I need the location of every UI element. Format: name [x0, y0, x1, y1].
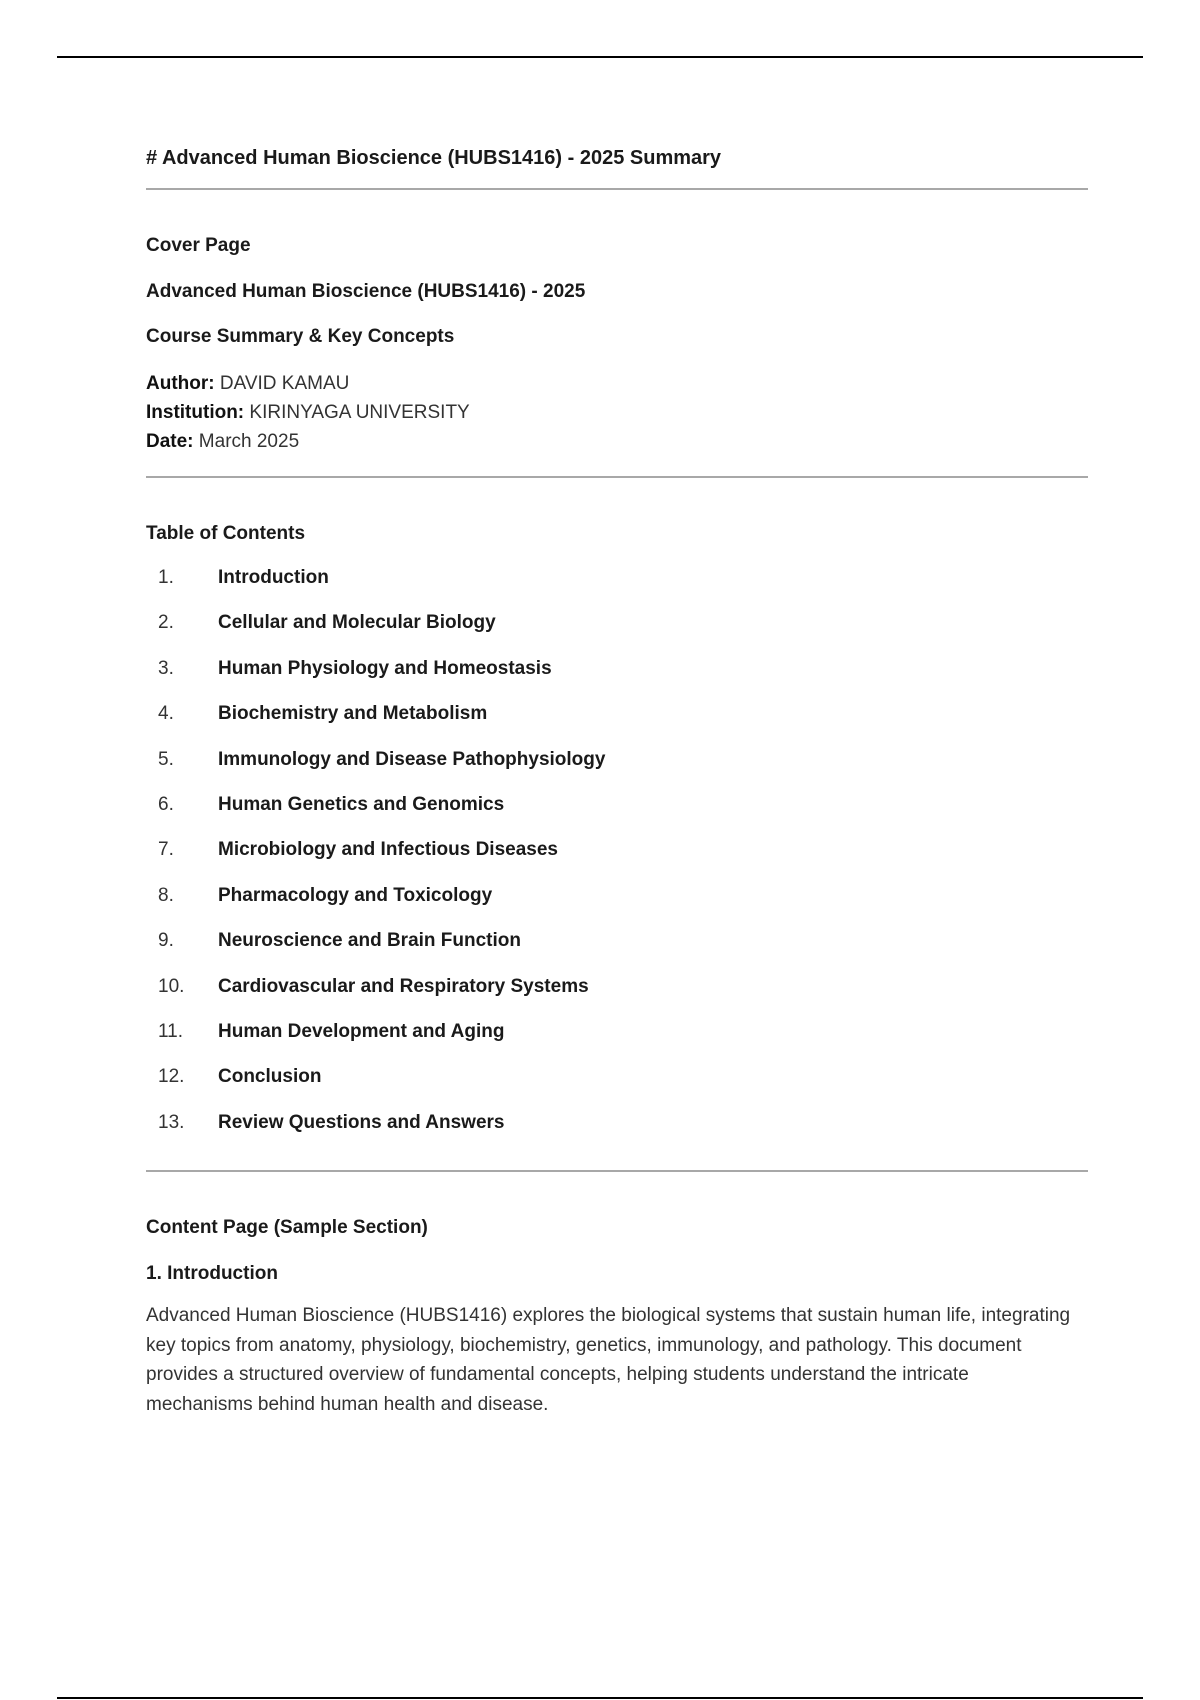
content-section	[146, 1213, 1088, 1419]
toc-item	[146, 608, 1088, 653]
page-top-rule	[57, 56, 1143, 58]
toc-item-title: Introduction	[218, 567, 329, 588]
content-page-label: Content Page (Sample Section)	[146, 1217, 428, 1239]
toc-list	[146, 563, 1088, 1153]
toc-item	[146, 835, 1088, 880]
toc-heading: Table of Contents	[146, 523, 306, 544]
toc-item-title: Biochemistry and Metabolism	[218, 703, 488, 725]
toc-item-number: 10.	[158, 975, 185, 997]
institution-row	[146, 398, 1088, 427]
toc-item	[146, 654, 1088, 699]
toc-item-title: Immunology and Disease Pathophysiology	[218, 748, 606, 770]
toc-item-title: Microbiology and Infectious Diseases	[218, 839, 558, 861]
document-title: # Advanced Human Bioscience (HUBS1416) - 2025 Summary	[146, 147, 722, 169]
toc-item	[146, 563, 1088, 608]
toc-item-number: 4.	[158, 703, 174, 725]
toc-item-number: 1.	[158, 567, 174, 588]
toc-item	[146, 745, 1088, 790]
toc-item-title: Pharmacology and Toxicology	[218, 884, 493, 906]
toc-item-number: 2.	[158, 612, 174, 634]
section-divider	[146, 476, 1088, 478]
date-label: Date:	[146, 431, 194, 452]
institution-label: Institution:	[146, 402, 245, 423]
section-body: Advanced Human Bioscience (HUBS1416) explores the biological systems that sustain human life, integrating key topics from anatomy, physiology, biochemistry, genetics, immunology, and pathology. This document provides a structured overview of fundamental concepts, helping students understand the intricate mechanisms behind human health and disease.	[146, 1305, 1071, 1415]
toc-item-number: 13.	[158, 1111, 185, 1133]
cover-section	[146, 231, 1088, 456]
toc-item-title: Human Physiology and Homeostasis	[218, 657, 552, 679]
toc-item-number: 11.	[158, 1020, 184, 1042]
toc-item	[146, 926, 1088, 971]
toc-item-title: Conclusion	[218, 1066, 322, 1088]
toc-item-number: 3.	[158, 657, 174, 679]
toc-item	[146, 1108, 1088, 1153]
toc-item	[146, 881, 1088, 926]
date-value: March 2025	[198, 431, 300, 452]
toc-item-number: 7.	[158, 839, 174, 861]
toc-item-title: Cardiovascular and Respiratory Systems	[218, 975, 589, 997]
institution-value: KIRINYAGA UNIVERSITY	[249, 402, 470, 423]
toc-item	[146, 972, 1088, 1017]
toc-item-title: Cellular and Molecular Biology	[218, 612, 496, 634]
cover-page-label: Cover Page	[146, 235, 251, 256]
toc-item-number: 6.	[158, 793, 174, 815]
author-value: DAVID KAMAU	[219, 373, 350, 394]
toc-item-title: Human Development and Aging	[218, 1020, 505, 1042]
toc-section	[146, 519, 1088, 1153]
toc-item-title: Human Genetics and Genomics	[218, 793, 505, 815]
toc-item	[146, 699, 1088, 744]
date-row	[146, 427, 1088, 456]
toc-item	[146, 790, 1088, 835]
toc-item-number: 5.	[158, 748, 174, 770]
toc-item-number: 9.	[158, 930, 174, 952]
toc-item-number: 8.	[158, 884, 174, 906]
cover-meta	[146, 369, 1088, 456]
author-label: Author:	[146, 373, 215, 394]
section-heading: 1. Introduction	[146, 1263, 278, 1285]
section-divider	[146, 1170, 1088, 1172]
toc-item	[146, 1062, 1088, 1107]
toc-item-title: Neuroscience and Brain Function	[218, 930, 521, 952]
document-body	[146, 142, 1088, 1419]
course-subtitle: Course Summary & Key Concepts	[146, 326, 455, 347]
toc-item-title: Review Questions and Answers	[218, 1111, 505, 1133]
course-title: Advanced Human Bioscience (HUBS1416) - 2025	[146, 281, 586, 302]
toc-item-number: 12.	[158, 1066, 185, 1088]
author-row	[146, 369, 1088, 398]
section-divider	[146, 188, 1088, 190]
toc-item	[146, 1017, 1088, 1062]
page-bottom-rule	[57, 1697, 1143, 1699]
